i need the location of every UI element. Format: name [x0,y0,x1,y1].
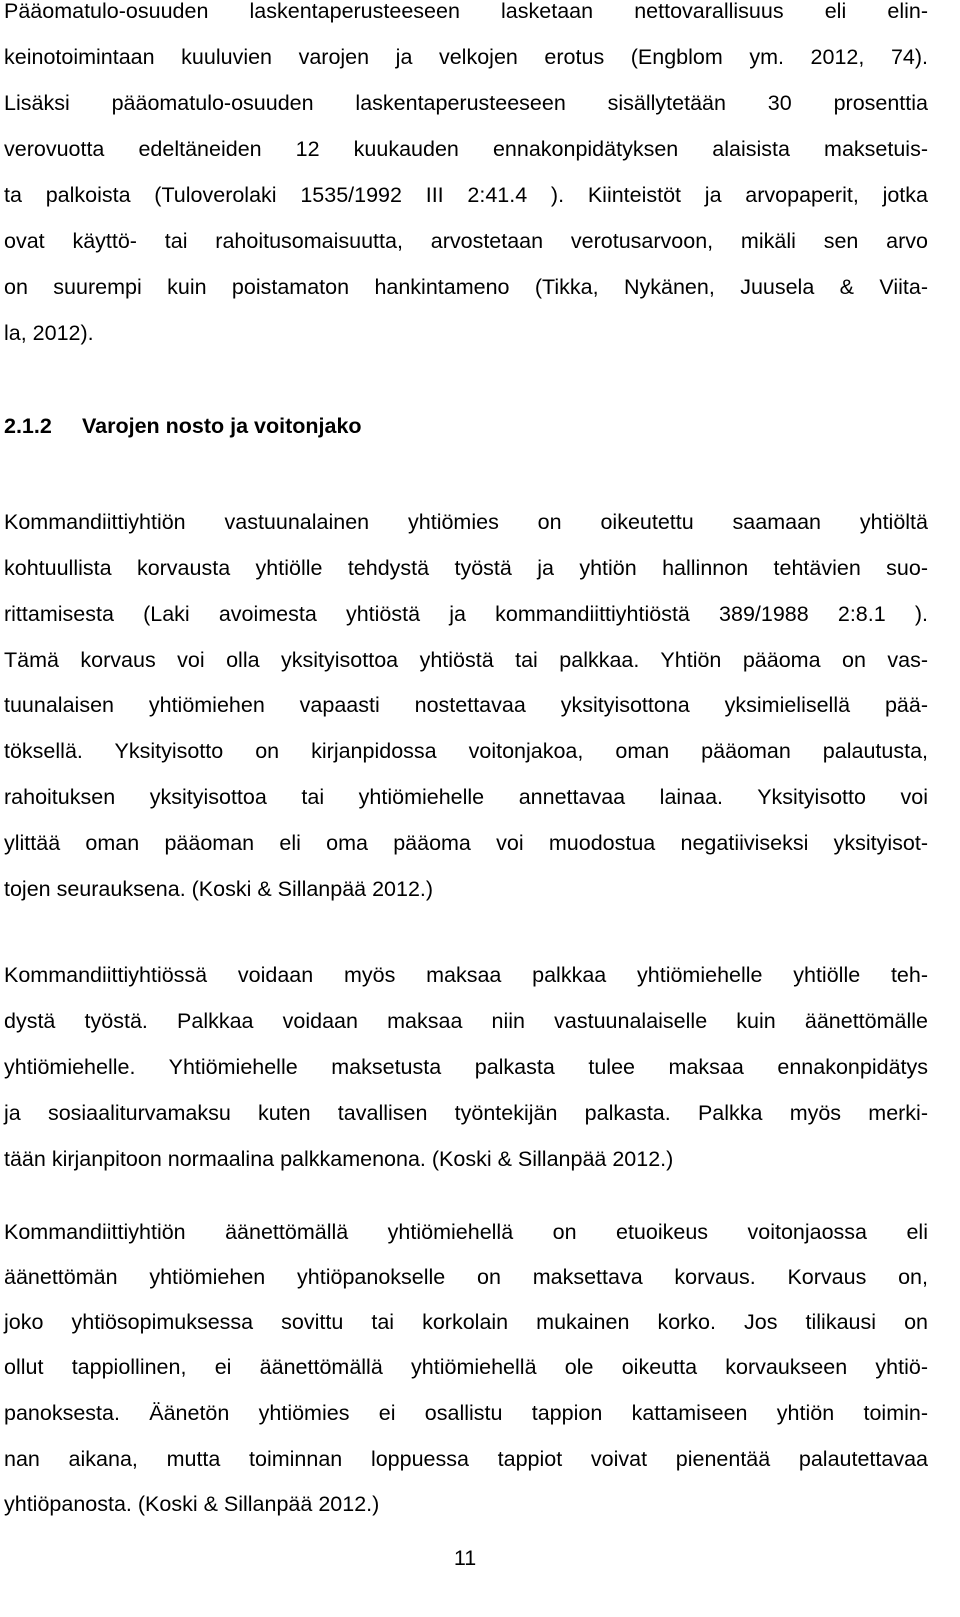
text-line: Kommandiittiyhtiön vastuunalainen yhtiömies on oikeutettu saamaan yhtiöltä [4,510,928,534]
text-line: töksellä. Yksityisotto on kirjanpidossa voitonjakoa, oman pääoman palautusta, [4,739,928,763]
text-line: tään kirjanpitoon normaalina palkkamenona. (Koski & Sillanpää 2012.) [4,1147,674,1171]
text-line: Pääomatulo-osuuden laskentaperusteeseen lasketaan nettovarallisuus eli elin- [4,0,928,23]
text-line: Lisäksi pääomatulo-osuuden laskentaperusteeseen sisällytetään 30 prosenttia [4,91,928,115]
text-line: rahoituksen yksityisottoa tai yhtiömiehelle annettavaa lainaa. Yksityisotto voi [4,785,928,809]
text-line: joko yhtiösopimuksessa sovittu tai korkolain mukainen korko. Jos tilikausi on [4,1310,928,1334]
text-line: ovat käyttö- tai rahoitusomaisuutta, arvostetaan verotusarvoon, mikäli sen arvo [4,229,928,253]
text-line: kohtuullista korvausta yhtiölle tehdystä työstä ja yhtiön hallinnon tehtävien suo- [4,556,928,580]
text-line: la, 2012). [4,321,94,345]
text-line: Tämä korvaus voi olla yksityisottoa yhtiöstä tai palkkaa. Yhtiön pääoma on vas- [4,648,928,672]
text-line: dystä työstä. Palkkaa voidaan maksaa niin vastuunalaiselle kuin äänettömälle [4,1009,928,1033]
text-line: ta palkoista (Tuloverolaki 1535/1992 III 2:41.4 ). Kiinteistöt ja arvopaperit, jotka [4,183,928,207]
text-line: tuunalaisen yhtiömiehen vapaasti nostettavaa yksityisottona yksimielisellä pää- [4,693,928,717]
text-line: ollut tappiollinen, ei äänettömällä yhtiömiehellä ole oikeutta korvaukseen yhtiö- [4,1355,928,1379]
text-line: panoksesta. Äänetön yhtiömies ei osallistu tappion kattamiseen yhtiön toimin- [4,1401,928,1425]
text-line: verovuotta edeltäneiden 12 kuukauden ennakonpidätyksen alaisista maksetuis- [4,137,928,161]
text-line: keinotoimintaan kuuluvien varojen ja velkojen erotus (Engblom ym. 2012, 74). [4,45,928,69]
section-title: Varojen nosto ja voitonjako [82,414,362,438]
page-number: 11 [453,1546,477,1570]
text-line: yhtiömiehelle. Yhtiömiehelle maksetusta palkasta tulee maksaa ennakonpidätys [4,1055,928,1079]
text-line: ja sosiaaliturvamaksu kuten tavallisen työntekijän palkasta. Palkka myös merki- [4,1101,928,1125]
section-number: 2.1.2 [4,414,52,438]
text-line: Kommandiittiyhtiön äänettömällä yhtiömiehellä on etuoikeus voitonjaossa eli [4,1220,928,1244]
text-line: yhtiöpanosta. (Koski & Sillanpää 2012.) [4,1492,380,1516]
text-line: äänettömän yhtiömiehen yhtiöpanokselle on maksettava korvaus. Korvaus on, [4,1265,928,1289]
text-line: on suurempi kuin poistamaton hankintameno (Tikka, Nykänen, Juusela & Viita- [4,275,928,299]
text-line: tojen seurauksena. (Koski & Sillanpää 2012.) [4,877,434,901]
text-line: ylittää oman pääoman eli oma pääoma voi muodostua negatiiviseksi yksityisot- [4,831,928,855]
section-heading [4,413,362,439]
text-line: Kommandiittiyhtiössä voidaan myös maksaa palkkaa yhtiömiehelle yhtiölle teh- [4,963,928,987]
text-line: rittamisesta (Laki avoimesta yhtiöstä ja kommandiittiyhtiöstä 389/1988 2:8.1 ). [4,602,928,626]
text-line: nan aikana, mutta toiminnan loppuessa tappiot voivat pienentää palautettavaa [4,1447,928,1471]
